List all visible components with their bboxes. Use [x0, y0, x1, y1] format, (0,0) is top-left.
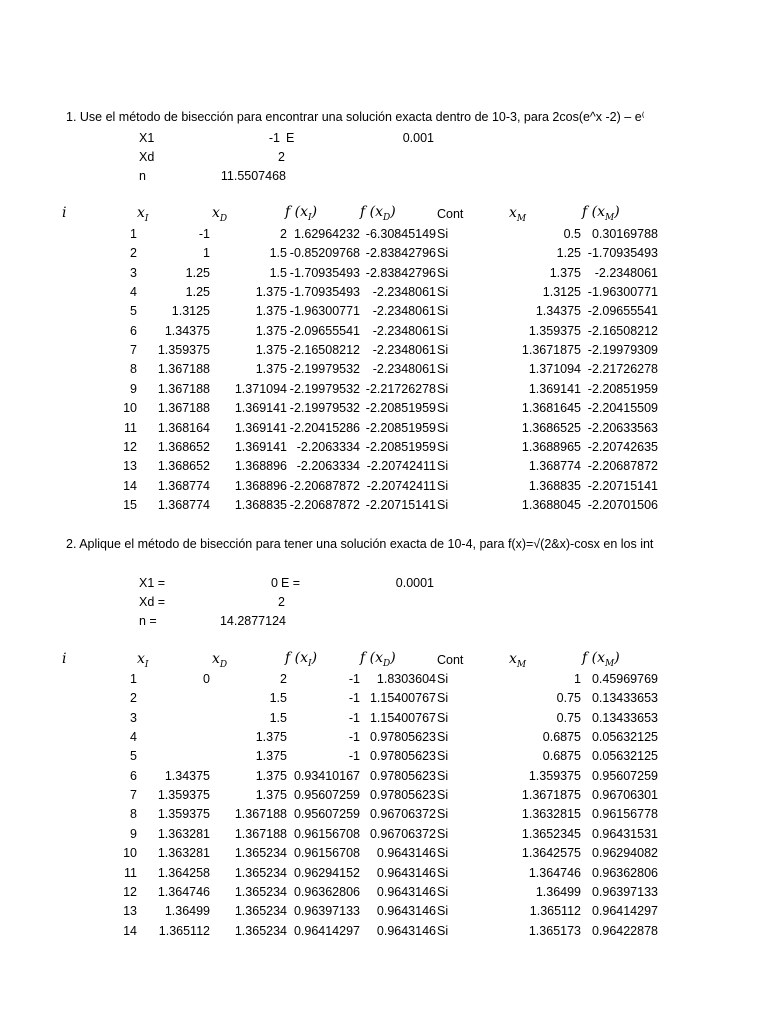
table-cell-xi: 1.34375 — [164, 768, 210, 783]
table-cell-xm: 0.75 — [556, 710, 581, 725]
table-cell-fxm: -2.20851959 — [587, 381, 658, 396]
table-cell-fxd: -2.21726278 — [365, 381, 436, 396]
p1-header-xm: $x_M$ — [509, 205, 527, 224]
table-cell-xd: 1.365234 — [234, 884, 287, 899]
table-cell-cont: Si — [437, 285, 449, 300]
table-cell-fxd: -2.20851959 — [365, 439, 436, 454]
p2-header-fxm: f $(x_M)$ — [582, 650, 620, 669]
table-cell-xm: 1.3671875 — [521, 788, 581, 803]
table-row — [0, 902, 661, 921]
table-cell-xd: 1.365234 — [234, 865, 287, 880]
table-cell-xm: 1.359375 — [528, 323, 581, 338]
table-cell-fxm: 0.05632125 — [591, 730, 658, 745]
table-cell-fxd: -2.2348061 — [372, 285, 436, 300]
table-cell-fxd: 0.9643146 — [376, 923, 436, 938]
table-cell-fxi: -1 — [348, 749, 360, 764]
table-cell-fxd: -2.20851959 — [365, 420, 436, 435]
table-cell-fxm: -1.70935493 — [587, 246, 658, 261]
table-cell-fxi: 0.96294152 — [293, 865, 360, 880]
table-cell-cont: Si — [437, 730, 449, 745]
table-cell-xm: 1.3688965 — [521, 439, 581, 454]
table-cell-xd: 1.375 — [255, 362, 287, 377]
p1-n-label: n — [139, 169, 146, 183]
table-cell-fxi: 0.93410167 — [293, 768, 360, 783]
p1-header-cont: Cont — [437, 207, 464, 221]
table-cell-xd: 1.369141 — [234, 401, 287, 416]
table-cell-xd: 2 — [280, 227, 287, 241]
table-cell-fxi: 0.95607259 — [293, 807, 360, 822]
table-cell-xi: 0 — [203, 672, 210, 686]
p2-header-xm: $x_M$ — [509, 651, 527, 670]
table-cell-xi: 1.363281 — [157, 846, 210, 861]
table-row — [0, 786, 661, 805]
table-cell-fxd: -2.20715141 — [365, 497, 436, 512]
table-cell-cont: Si — [437, 459, 449, 474]
table-cell-fxi: -2.20415286 — [289, 420, 360, 435]
p2-e-label: E = — [281, 576, 301, 590]
table-cell-fxi: -1 — [348, 710, 360, 725]
table-cell-fxm: -2.20633563 — [587, 420, 658, 435]
table-cell-xi: 1.359375 — [157, 788, 210, 803]
table-cell-xi: 1 — [203, 246, 210, 261]
table-cell-i: 2 — [130, 246, 137, 261]
table-cell-i: 15 — [123, 497, 137, 512]
table-cell-fxm: 0.96706301 — [591, 788, 658, 803]
table-cell-xm: 1.36499 — [535, 884, 581, 899]
table-cell-cont: Si — [437, 710, 449, 725]
table-cell-i: 2 — [130, 691, 137, 706]
table-cell-fxd: 0.97805623 — [369, 788, 436, 803]
table-cell-fxd: -2.83842796 — [365, 265, 436, 280]
table-cell-xm: 1.371094 — [528, 362, 581, 377]
table-cell-cont: Si — [437, 265, 449, 280]
table-cell-fxm: 0.45969769 — [591, 672, 658, 686]
table-cell-i: 6 — [130, 768, 137, 783]
table-row — [0, 825, 661, 844]
table-cell-i: 5 — [130, 749, 137, 764]
table-cell-i: 3 — [130, 710, 137, 725]
table-row — [0, 883, 661, 902]
table-cell-fxm: 0.13433653 — [591, 691, 658, 706]
table-cell-i: 3 — [130, 265, 137, 280]
table-cell-cont: Si — [437, 865, 449, 880]
table-cell-fxd: 0.96706372 — [369, 807, 436, 822]
table-cell-i: 13 — [123, 459, 137, 474]
problem-2-title: 2. Aplique el método de bisección para tener una solución exacta de 10-4, para f(x)=√(2&x)-cosx en los int — [66, 537, 654, 551]
table-cell-fxm: -2.2348061 — [594, 265, 658, 280]
table-cell-fxm: 0.96422878 — [591, 923, 658, 938]
table-cell-xm: 1.375 — [549, 265, 581, 280]
table-cell-xd: 1.367188 — [234, 826, 287, 841]
table-cell-xd: 1.365234 — [234, 846, 287, 861]
p2-e-value: 0.0001 — [395, 576, 434, 590]
table-cell-xi: 1.368774 — [157, 478, 210, 493]
table-cell-xd: 1.375 — [255, 768, 287, 783]
table-cell-fxm: -2.20701506 — [587, 497, 658, 512]
p1-x1-label: X1 — [139, 131, 155, 145]
table-cell-fxd: -2.20851959 — [365, 401, 436, 416]
table-cell-fxi: -2.19979532 — [289, 381, 360, 396]
table-cell-xi: 1.359375 — [157, 807, 210, 822]
table-cell-i: 13 — [123, 904, 137, 919]
table-cell-fxd: 0.9643146 — [376, 846, 436, 861]
table-row — [0, 457, 661, 476]
table-cell-xd: 1.375 — [255, 788, 287, 803]
table-cell-xi: -1 — [198, 227, 210, 241]
table-cell-fxd: 0.97805623 — [369, 749, 436, 764]
table-cell-fxd: -2.2348061 — [372, 323, 436, 338]
table-cell-xi: 1.368774 — [157, 497, 210, 512]
table-cell-xi: 1.363281 — [157, 826, 210, 841]
table-cell-xm: 1.368835 — [528, 478, 581, 493]
p1-e-label: E — [286, 131, 295, 145]
table-cell-fxi: -2.16508212 — [289, 343, 360, 358]
table-cell-fxi: 0.96397133 — [293, 904, 360, 919]
table-row — [0, 767, 661, 786]
table-row — [0, 689, 661, 708]
table-cell-cont: Si — [437, 749, 449, 764]
table-row — [0, 419, 661, 438]
table-cell-fxi: -2.2063334 — [296, 439, 360, 454]
table-cell-cont: Si — [437, 672, 449, 686]
table-cell-cont: Si — [437, 227, 449, 241]
p2-x1-label: X1 = — [139, 576, 166, 590]
table-cell-xd: 1.368896 — [234, 459, 287, 474]
p2-xd-label: Xd = — [139, 595, 166, 609]
table-row — [0, 709, 661, 728]
table-cell-xd: 1.375 — [255, 343, 287, 358]
table-cell-i: 1 — [130, 672, 137, 686]
table-cell-xm: 1.369141 — [528, 381, 581, 396]
table-cell-cont: Si — [437, 807, 449, 822]
table-cell-xm: 1.364746 — [528, 865, 581, 880]
table-cell-xm: 0.6875 — [542, 749, 581, 764]
table-cell-xd: 1.369141 — [234, 439, 287, 454]
table-cell-i: 4 — [130, 730, 137, 745]
p1-xd-label: Xd — [139, 150, 155, 164]
p1-x1-value: -1 — [268, 131, 280, 145]
table-cell-fxm: -2.20687872 — [587, 459, 658, 474]
table-cell-cont: Si — [437, 420, 449, 435]
table-cell-xd: 1.375 — [255, 304, 287, 319]
table-cell-xm: 1.3686525 — [521, 420, 581, 435]
table-cell-cont: Si — [437, 246, 449, 261]
table-cell-fxm: 0.96431531 — [591, 826, 658, 841]
table-row — [0, 264, 661, 283]
table-cell-cont: Si — [437, 923, 449, 938]
table-cell-xi: 1.367188 — [157, 381, 210, 396]
table-cell-xm: 1.359375 — [528, 768, 581, 783]
table-row — [0, 302, 661, 321]
table-cell-xd: 2 — [280, 672, 287, 686]
table-cell-xm: 0.5 — [563, 227, 581, 241]
table-cell-fxi: -1.70935493 — [289, 265, 360, 280]
table-cell-fxm: -2.09655541 — [587, 304, 658, 319]
table-cell-cont: Si — [437, 884, 449, 899]
table-cell-cont: Si — [437, 788, 449, 803]
table-cell-i: 7 — [130, 343, 137, 358]
table-cell-fxm: 0.96397133 — [591, 884, 658, 899]
table-cell-xd: 1.367188 — [234, 807, 287, 822]
table-cell-fxd: -2.2348061 — [372, 304, 436, 319]
table-cell-fxm: -2.21726278 — [587, 362, 658, 377]
table-cell-xm: 1.3652345 — [521, 826, 581, 841]
table-cell-xi: 1.368652 — [157, 459, 210, 474]
table-cell-fxd: -6.30845149 — [365, 227, 436, 241]
table-row — [0, 380, 661, 399]
table-cell-xi: 1.36499 — [164, 904, 210, 919]
p2-header-xd: $x_D$ — [212, 651, 228, 670]
p2-header-cont: Cont — [437, 653, 464, 667]
table-cell-i: 8 — [130, 807, 137, 822]
table-cell-fxd: 1.8303604 — [376, 672, 436, 686]
table-cell-fxm: -2.20415509 — [587, 401, 658, 416]
table-cell-fxm: -2.20742635 — [587, 439, 658, 454]
table-cell-i: 6 — [130, 323, 137, 338]
table-cell-fxi: -1.70935493 — [289, 285, 360, 300]
table-cell-cont: Si — [437, 381, 449, 396]
table-cell-xi: 1.367188 — [157, 362, 210, 377]
table-row — [0, 805, 661, 824]
table-row — [0, 225, 661, 244]
table-cell-xm: 1.3632815 — [521, 807, 581, 822]
table-cell-xi: 1.364746 — [157, 884, 210, 899]
table-cell-xd: 1.368896 — [234, 478, 287, 493]
table-cell-fxi: -2.20687872 — [289, 478, 360, 493]
table-cell-fxd: 0.9643146 — [376, 865, 436, 880]
table-cell-i: 12 — [123, 439, 137, 454]
table-cell-fxd: 0.9643146 — [376, 884, 436, 899]
p1-header-xd: $x_D$ — [212, 205, 228, 224]
table-cell-xm: 1.365173 — [528, 923, 581, 938]
table-cell-xd: 1.371094 — [234, 381, 287, 396]
table-cell-xi: 1.368164 — [157, 420, 210, 435]
table-cell-xd: 1.375 — [255, 285, 287, 300]
table-cell-xi: 1.34375 — [164, 323, 210, 338]
p2-n-label: n = — [139, 614, 157, 628]
table-cell-fxm: -2.20715141 — [587, 478, 658, 493]
table-row — [0, 477, 661, 496]
table-cell-i: 1 — [130, 227, 137, 241]
table-cell-xd: 1.5 — [269, 246, 287, 261]
table-cell-xm: 1 — [574, 672, 581, 686]
table-cell-xd: 1.369141 — [234, 420, 287, 435]
table-row — [0, 844, 661, 863]
table-cell-fxm: 0.05632125 — [591, 749, 658, 764]
table-cell-cont: Si — [437, 904, 449, 919]
table-cell-cont: Si — [437, 304, 449, 319]
table-row — [0, 438, 661, 457]
table-cell-fxm: 0.96362806 — [591, 865, 658, 880]
table-cell-fxi: 1.62964232 — [293, 227, 360, 241]
p2-header-i: i — [62, 651, 67, 667]
table-cell-i: 11 — [124, 865, 137, 880]
table-cell-xm: 1.34375 — [535, 304, 581, 319]
table-cell-xi: 1.359375 — [157, 343, 210, 358]
table-cell-fxd: 0.97805623 — [369, 730, 436, 745]
table-row — [0, 244, 661, 263]
table-cell-xm: 1.365112 — [529, 904, 581, 919]
table-cell-i: 12 — [123, 884, 137, 899]
table-cell-xi: 1.367188 — [157, 401, 210, 416]
table-cell-xi: 1.25 — [185, 265, 210, 280]
table-row — [0, 728, 661, 747]
table-cell-i: 4 — [130, 285, 137, 300]
p1-header-fxi: f $(x_I)$ — [285, 204, 318, 223]
table-cell-fxm: -1.96300771 — [587, 285, 658, 300]
table-cell-fxm: 0.96414297 — [591, 904, 658, 919]
table-row — [0, 283, 661, 302]
table-cell-fxd: -2.2348061 — [372, 343, 436, 358]
table-cell-fxi: 0.96156708 — [293, 846, 360, 861]
table-cell-i: 5 — [130, 304, 137, 319]
table-cell-fxd: -2.83842796 — [365, 246, 436, 261]
table-cell-xm: 1.3688045 — [521, 497, 581, 512]
p1-e-value: 0.001 — [402, 131, 434, 145]
p1-header-fxm: f $(x_M)$ — [582, 204, 620, 223]
table-cell-cont: Si — [437, 362, 449, 377]
table-cell-xi: 1.368652 — [157, 439, 210, 454]
table-cell-fxi: 0.96414297 — [293, 923, 360, 938]
table-cell-fxm: 0.30169788 — [591, 227, 658, 241]
table-cell-cont: Si — [437, 826, 449, 841]
table-cell-fxm: 0.96156778 — [591, 807, 658, 822]
table-cell-cont: Si — [437, 478, 449, 493]
table-row — [0, 399, 661, 418]
table-cell-i: 10 — [123, 401, 137, 416]
problem-1-title: 1. Use el método de bisección para encontrar una solución exacta dentro de 10-3, para 2cos(e^x -2) – e⁽ — [66, 110, 645, 124]
table-cell-fxi: -1 — [348, 672, 360, 686]
table-cell-xi: 1.3125 — [171, 304, 210, 319]
p1-header-xi: $x_I$ — [137, 205, 149, 224]
p2-header-xi: $x_I$ — [137, 651, 149, 670]
table-cell-fxi: -2.19979532 — [289, 401, 360, 416]
p2-x1-value: 0 — [271, 576, 278, 590]
table-cell-i: 14 — [123, 478, 137, 493]
table-cell-fxi: -1 — [348, 730, 360, 745]
table-cell-xi: 1.25 — [185, 285, 210, 300]
table-cell-cont: Si — [437, 401, 449, 416]
table-cell-fxd: -2.2348061 — [372, 362, 436, 377]
table-row — [0, 747, 661, 766]
table-cell-xd: 1.375 — [255, 730, 287, 745]
table-cell-fxd: -2.20742411 — [366, 478, 436, 493]
table-cell-cont: Si — [437, 323, 449, 338]
table-cell-fxd: 1.15400767 — [369, 710, 436, 725]
table-cell-fxd: 0.96706372 — [369, 826, 436, 841]
table-cell-xm: 1.3642575 — [521, 846, 581, 861]
p1-header-i: i — [62, 205, 67, 221]
table-cell-xd: 1.365234 — [234, 923, 287, 938]
p2-n-value: 14.2877124 — [219, 614, 286, 628]
table-cell-fxm: 0.96294082 — [591, 846, 658, 861]
table-cell-fxi: 0.95607259 — [293, 788, 360, 803]
table-cell-xm: 1.3681645 — [521, 401, 581, 416]
table-cell-xd: 1.365234 — [234, 904, 287, 919]
table-cell-i: 8 — [130, 362, 137, 377]
table-cell-cont: Si — [437, 691, 449, 706]
table-cell-fxm: 0.13433653 — [591, 710, 658, 725]
table-cell-xm: 1.3671875 — [521, 343, 581, 358]
table-cell-xd: 1.375 — [255, 323, 287, 338]
table-row — [0, 341, 661, 360]
p1-n-value: 11.5507468 — [220, 169, 286, 183]
table-cell-xd: 1.5 — [269, 265, 287, 280]
table-cell-fxd: 1.15400767 — [369, 691, 436, 706]
table-cell-xm: 1.25 — [556, 246, 581, 261]
table-cell-i: 14 — [123, 923, 137, 938]
table-cell-i: 10 — [123, 846, 137, 861]
table-cell-cont: Si — [437, 343, 449, 358]
table-row — [0, 922, 661, 941]
table-cell-fxd: -2.20742411 — [366, 459, 436, 474]
table-cell-fxm: 0.95607259 — [591, 768, 658, 783]
table-cell-fxi: 0.96156708 — [293, 826, 360, 841]
table-row — [0, 360, 661, 379]
table-cell-fxi: -2.19979532 — [289, 362, 360, 377]
table-cell-xi: 1.365112 — [158, 923, 210, 938]
table-cell-xd: 1.375 — [255, 749, 287, 764]
table-cell-fxi: -0.85209768 — [289, 246, 360, 261]
table-cell-fxm: -2.16508212 — [587, 323, 658, 338]
table-cell-cont: Si — [437, 846, 449, 861]
table-cell-fxi: -2.09655541 — [289, 323, 360, 338]
table-cell-xi: 1.364258 — [157, 865, 210, 880]
table-cell-fxd: 0.9643146 — [376, 904, 436, 919]
table-cell-fxi: 0.96362806 — [293, 884, 360, 899]
table-row — [0, 496, 661, 515]
p2-header-fxd: f $(x_D)$ — [360, 650, 396, 669]
table-cell-xd: 1.5 — [269, 710, 287, 725]
table-cell-i: 9 — [130, 826, 137, 841]
table-cell-xd: 1.5 — [269, 691, 287, 706]
table-row — [0, 864, 661, 883]
p2-header-fxi: f $(x_I)$ — [285, 650, 318, 669]
table-cell-fxi: -2.20687872 — [289, 497, 360, 512]
table-row — [0, 670, 661, 689]
p2-xd-value: 2 — [278, 595, 285, 609]
table-cell-xm: 0.6875 — [542, 730, 581, 745]
table-cell-cont: Si — [437, 768, 449, 783]
table-cell-i: 9 — [130, 381, 137, 396]
table-cell-cont: Si — [437, 497, 449, 512]
p1-header-fxd: f $(x_D)$ — [360, 204, 396, 223]
table-cell-i: 7 — [130, 788, 137, 803]
table-cell-xm: 0.75 — [556, 691, 581, 706]
table-cell-fxi: -1.96300771 — [289, 304, 360, 319]
table-cell-fxm: -2.19979309 — [587, 343, 658, 358]
table-cell-fxi: -1 — [348, 691, 360, 706]
table-cell-xm: 1.3125 — [542, 285, 581, 300]
table-cell-fxi: -2.2063334 — [296, 459, 360, 474]
table-cell-cont: Si — [437, 439, 449, 454]
table-cell-i: 11 — [124, 420, 137, 435]
p1-xd-value: 2 — [278, 150, 285, 164]
table-cell-fxd: 0.97805623 — [369, 768, 436, 783]
table-row — [0, 322, 661, 341]
table-cell-xm: 1.368774 — [528, 459, 581, 474]
table-cell-xd: 1.368835 — [234, 497, 287, 512]
